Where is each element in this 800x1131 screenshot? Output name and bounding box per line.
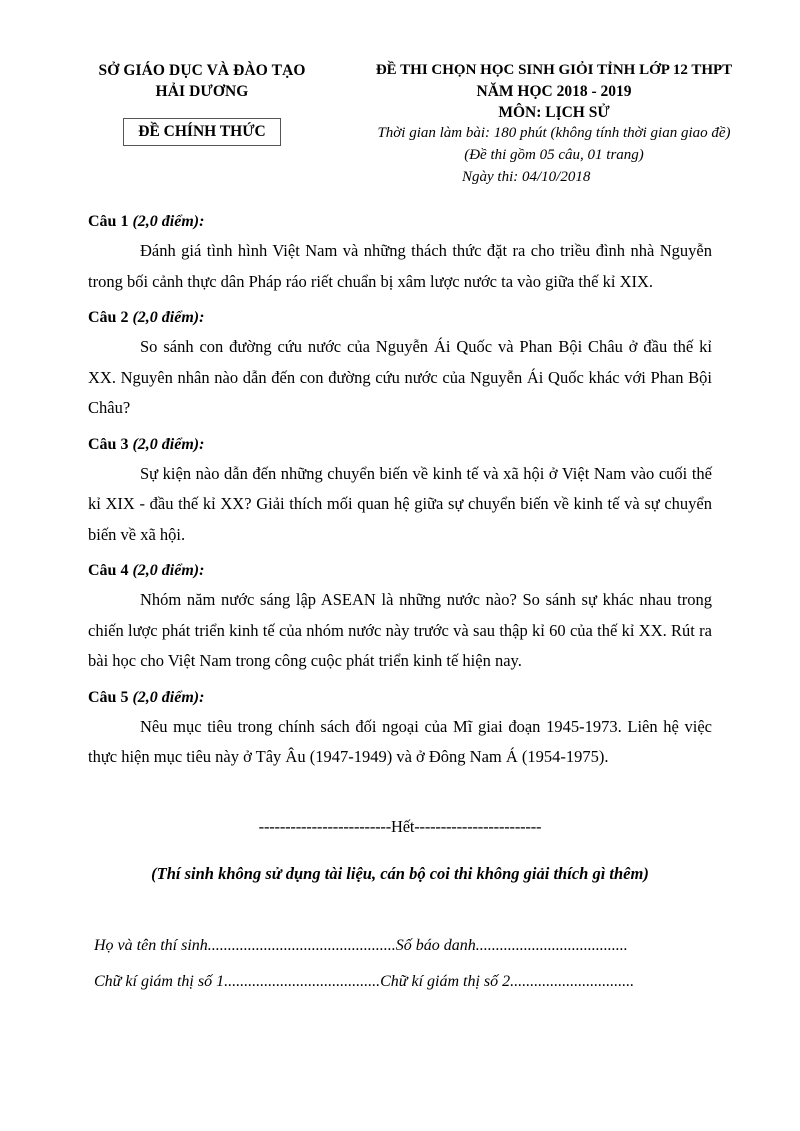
department-name-line-2: HẢI DƯƠNG — [155, 83, 249, 100]
question-3-text: Sự kiện nào dẫn đến những chuyển biến về kinh tế và xã hội ở Việt Nam vào cuối thế kỉ XIX - đầu thế kỉ XX? Giải thích mối quan hệ giữa sự chuyển biến về kinh tế và sự chuyển biến về xã hội. — [88, 463, 712, 544]
question-1 — [88, 208, 712, 297]
header-left-block — [62, 60, 342, 146]
exam-title: ĐỀ THI CHỌN HỌC SINH GIỎI TỈNH LỚP 12 THPT — [375, 62, 733, 78]
question-3-points: (2,0 điểm): — [132, 435, 205, 453]
question-2-label: Câu 2 — [88, 309, 129, 326]
signature-block — [94, 928, 744, 1000]
end-of-exam-divider: -------------------------Hết------------------------ — [258, 817, 542, 836]
candidate-name-and-number-line: Họ và tên thí sinh...............................................Số báo danh...................................... — [94, 937, 628, 954]
question-2 — [88, 304, 712, 424]
question-5-points: (2,0 điểm): — [132, 688, 205, 706]
official-stamp-wrapper — [62, 118, 342, 146]
question-4 — [88, 557, 712, 677]
question-1-label: Câu 1 — [88, 213, 129, 230]
question-4-label: Câu 4 — [88, 562, 129, 579]
exam-rules-note: (Thí sinh không sử dụng tài liệu, cán bộ coi thi không giải thích gì thêm) — [151, 864, 649, 883]
official-exam-badge: ĐỀ CHÍNH THỨC — [123, 118, 280, 146]
question-1-points: (2,0 điểm): — [132, 213, 205, 230]
question-5-text: Nêu mục tiêu trong chính sách đối ngoại của Mĩ giai đoạn 1945-1973. Liên hệ việc thực hiện mục tiêu này ở Tây Âu (1947-1949) và ở Đông Nam Á (1954-1975). — [88, 716, 712, 766]
question-2-heading — [88, 304, 712, 332]
question-5-heading — [88, 684, 712, 712]
document-header — [0, 60, 800, 189]
question-4-text: Nhóm năm nước sáng lập ASEAN là những nước nào? So sánh sự khác nhau trong chiến lược phát triển kinh tế của nhóm nước này trước và sau thập kỉ 60 của thế kỉ XX. Rút ra bài học cho Việt Nam trong công cuộc phát triển kinh tế hiện nay. — [88, 590, 712, 670]
exam-subject: MÔN: LỊCH SỬ — [498, 104, 610, 121]
question-4-heading — [88, 557, 712, 585]
school-year: NĂM HỌC 2018 - 2019 — [476, 83, 632, 100]
question-5-label: Câu 5 — [88, 688, 129, 706]
question-4-points: (2,0 điểm): — [132, 562, 205, 579]
question-2-text: So sánh con đường cứu nước của Nguyễn Ái Quốc và Phan Bội Châu ở đầu thế kỉ XX. Nguyên nhân nào dẫn đến con đường cứu nước của Nguyễn Ái Quốc khác với Phan Bội Châu? — [88, 337, 712, 417]
exam-date: Ngày thi: 04/10/2018 — [462, 169, 591, 185]
question-1-heading — [88, 208, 712, 236]
question-3 — [88, 431, 712, 551]
department-name-line-1: SỞ GIÁO DỤC VÀ ĐÀO TẠO — [98, 62, 306, 79]
invigilator-signature-line: Chữ kí giám thị số 1.......................................Chữ kí giám thị số 2............................... — [94, 973, 635, 990]
exam-structure: (Đề thi gồm 05 câu, 01 trang) — [464, 146, 644, 163]
header-right-block — [344, 60, 800, 189]
question-5 — [88, 684, 712, 773]
question-3-heading — [88, 431, 712, 459]
question-3-label: Câu 3 — [88, 435, 129, 453]
questions-container — [88, 208, 712, 780]
question-2-points: (2,0 điểm): — [132, 309, 205, 326]
exam-duration: Thời gian làm bài: 180 phút (không tính thời gian giao đề) — [377, 125, 731, 141]
question-1-text: Đánh giá tình hình Việt Nam và những thách thức đặt ra cho triều đình nhà Nguyễn trong bối cảnh thực dân Pháp ráo riết chuẩn bị xâm lược nước ta vào giữa thế kỉ XIX. — [88, 241, 712, 291]
